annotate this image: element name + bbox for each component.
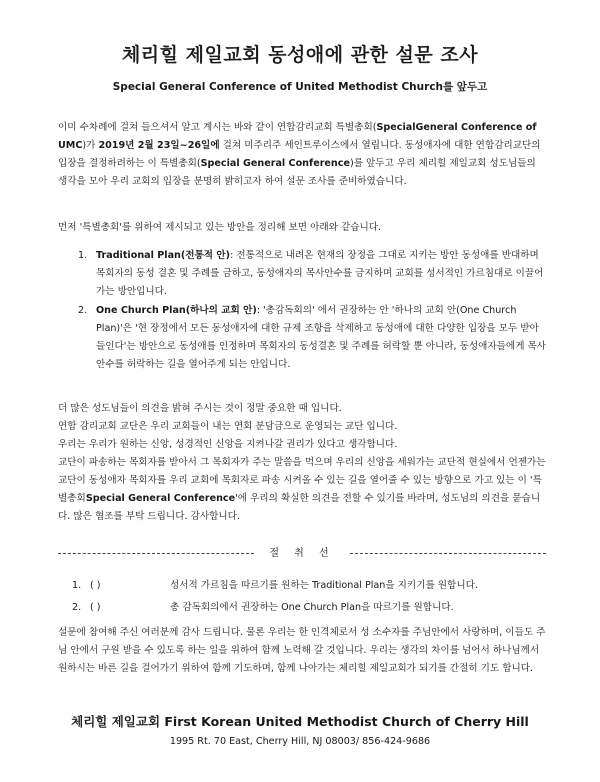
church-address: 1995 Rt. 70 East, Cherry Hill, NJ 08003/ 856-424-9686	[169, 736, 431, 747]
plan-item-1	[78, 247, 548, 301]
dashed-line-right	[350, 553, 546, 554]
page-subtitle: Special General Conference of United Methodist Church를 앞두고	[112, 81, 488, 93]
closing-paragraph: 설문에 참여해 주신 여러분께 감사 드립니다. 물론 우리는 한 인격체로서 성 소수자를 주님안에서 사랑하며, 이들도 주님 안에서 구원 받을 수 있도록 하는 일을 위하여 함께 노력해 갈 것입니다. 우리는 생각의 차이를 넘어서 하나님께서 원하시는 바른 길을 걸어가기 위하여 함께 기도하며, 함께 나아가는 체리힐 제일교회가 되기를 간절히 기도 합니다.	[58, 627, 546, 674]
plan-heading: One Church Plan(하나의 교회 안)	[96, 305, 257, 316]
choice-text: 총 감독회의에서 권장하는 One Church Plan을 따르기를 원합니다.	[170, 602, 454, 613]
cut-label: 절 취 선	[269, 548, 335, 559]
intro-text-b: SpecialGeneral Conference of UMC	[58, 122, 537, 151]
intro-paragraph	[58, 119, 546, 191]
choice-number: 2.	[72, 602, 82, 613]
choice-item-2[interactable]	[72, 599, 552, 617]
body-line-1: 더 많은 성도님들이 의견을 밝혀 주시는 것이 정말 중요한 때 입니다.	[58, 403, 342, 414]
choice-text: 성서적 가르침을 따르기를 원하는 Traditional Plan을 지키기를 원합니다.	[170, 580, 478, 591]
body-line-3: 우리는 우리가 원하는 신앙, 성경적인 신앙을 지켜나갈 권리가 있다고 생각합니다.	[58, 439, 398, 450]
body-line-2: 연합 감리교회 교단은 우리 교회들이 내는 연회 분담금으로 운영되는 교단 입니다.	[58, 421, 398, 432]
intro-text-g: )를 앞두고 우리 체리힐 제일교회 성도님들의 생각을 모아 우리 교회의 입장을 분명히 밝히고자 하여 설문 조사를 준비하였습니다.	[58, 158, 536, 187]
intro-text-f: Special General Conference	[200, 158, 350, 169]
cut-line	[58, 544, 546, 564]
plan-item-2	[78, 302, 548, 374]
plan-text: : '총감독회의' 에서 권장하는 안 '하나의 교회 안(One Church Plan)'은 '현 장정에서 모든 동성애자에 대한 규제 조항을 삭제하고 동성애에 대한 다양한 입장을 모두 받아들인다'는 방안으로 동성애를 인정하며 목회자의 동성결혼 및 주례를 허락할 뿐 아니라, 동성애자들에게 목사안수를 허락하는 길을 열어주게 되는 안입니다.	[96, 305, 547, 370]
plan-number: 2.	[78, 305, 88, 316]
body-line-4: 교단이 파송하는 목회자를 받아서 그 목회자가 주는 말씀을 먹으며 우리의 신앙을 세워가는 교단적 현실에서 언젠가는 교단이 동성애자 목회자를 우리 교회에 목회자로 파송 시켜올 수 있는 길을 열어줄 수 있는 방향으로 가고 있는 이 '특별총회Special General Conference'에 우리의 확실한 의견을 전할 수 있기를 바라며, 성도님의 의견을 묻습니다. 많은 협조를 부탁 드립니다. 감사합니다.	[58, 457, 546, 522]
choice-number: 1.	[72, 580, 82, 591]
intro-text-c: )가	[82, 140, 99, 151]
lead-sentence: 먼저 '특별총회'를 위하여 제시되고 있는 방안을 정리해 보면 아래와 같습니다.	[58, 222, 382, 233]
intro-text-a: 이미 수차례에 걸쳐 들으셔서 알고 계시는 바와 같이 연합감리교회 특별총회(	[58, 122, 377, 133]
intro-date: 2019년 2월 23일~26일에	[98, 140, 220, 151]
church-name: 체리힐 제일교회 First Korean United Methodist Church of Cherry Hill	[71, 714, 529, 729]
intro-text-e: 걸쳐 미주리주 세인트루이스에서 열립니다. 동성애자에 대한 연합감리교단의 입장을 결정하려하는 이 특별총회(	[58, 140, 541, 169]
choice-checkbox-blank[interactable]: ( )	[90, 602, 101, 613]
body-paragraph	[58, 400, 546, 526]
plan-number: 1.	[78, 250, 88, 261]
page-title: 체리힐 제일교회 동성애에 관한 설문 조사	[121, 44, 479, 66]
choice-item-1[interactable]	[72, 577, 552, 595]
plan-heading: Traditional Plan(전통적 안)	[96, 250, 231, 261]
plan-text: : 전통적으로 내려온 현재의 장정을 그대로 지키는 방안 동성애를 반대하며 목회자의 동성 결혼 및 주례를 금하고, 동성애자의 목사안수를 금지하며 교회를 성서적인 가르침대로 이끌어 가는 방안입니다.	[96, 250, 544, 297]
choice-checkbox-blank[interactable]: ( )	[90, 580, 101, 591]
